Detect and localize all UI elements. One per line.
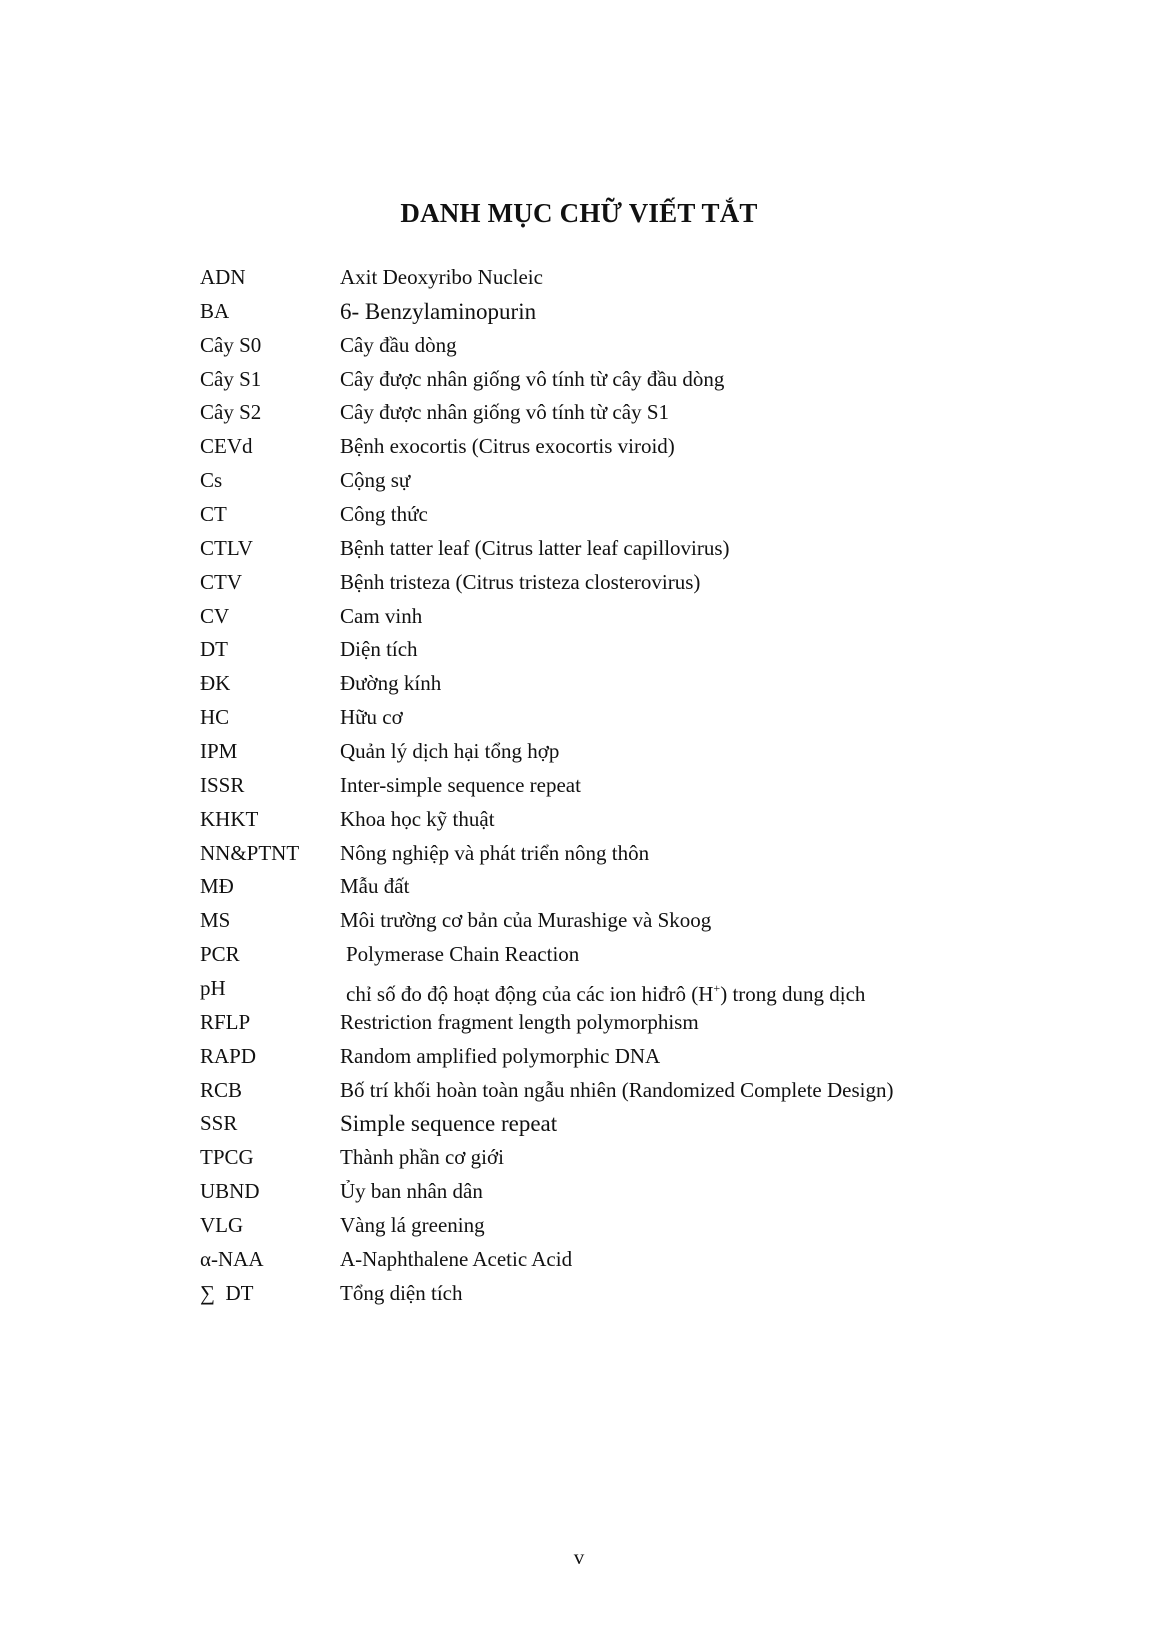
definition: Đường kính: [340, 671, 442, 696]
definition: Môi trường cơ bản của Murashige và Skoog: [340, 908, 712, 933]
definition: Cam vinh: [340, 603, 423, 628]
definition: Diện tích: [340, 637, 418, 662]
list-item: [200, 363, 1000, 397]
abbreviation: Cây S1: [200, 366, 262, 391]
abbreviation: TPCG: [200, 1145, 254, 1170]
abbreviation: Cây S0: [200, 332, 262, 357]
page-title: DANH MỤC CHỮ VIẾT TẮT: [400, 198, 758, 228]
list-item: [200, 1040, 1000, 1074]
list-item: [200, 1243, 1000, 1277]
definition: Bố trí khối hoàn toàn ngẫu nhiên (Randomized Complete Design): [340, 1077, 894, 1102]
abbreviation: KHKT: [200, 806, 259, 831]
list-item: [200, 532, 1000, 566]
list-item: [200, 701, 1000, 735]
abbreviation: pH: [200, 976, 226, 1001]
definition-text: ) trong dung dịch: [720, 982, 866, 1007]
definition: Cây được nhân giống vô tính từ cây đầu dòng: [340, 366, 725, 391]
abbreviation: ∑ DT: [200, 1280, 254, 1305]
definition: Cộng sự: [340, 468, 411, 493]
definition: Inter-simple sequence repeat: [340, 772, 581, 797]
definition: Nông nghiệp và phát triển nông thôn: [340, 840, 650, 865]
definition: Mẫu đất: [340, 874, 410, 899]
definition: Cây được nhân giống vô tính từ cây S1: [340, 400, 669, 425]
list-item: [200, 396, 1000, 430]
definition: Vàng lá greening: [340, 1213, 485, 1238]
page-number: v: [573, 1545, 585, 1569]
list-item: [200, 633, 1000, 667]
definition: Quản lý dịch hại tổng hợp: [340, 739, 560, 764]
list-item: [200, 837, 1000, 871]
abbreviation: NN&PTNT: [200, 840, 300, 865]
list-item: [200, 735, 1000, 769]
abbreviation: PCR: [200, 942, 240, 967]
abbreviation: SSR: [200, 1111, 238, 1136]
list-item: [200, 498, 1000, 532]
abbreviation: CEVd: [200, 434, 253, 459]
list-item: [200, 295, 1000, 329]
definition: Cây đầu dòng: [340, 332, 457, 357]
abbreviation: CV: [200, 603, 230, 628]
list-item: [200, 1006, 1000, 1040]
abbreviation: RFLP: [200, 1009, 251, 1034]
abbreviation: RAPD: [200, 1043, 257, 1068]
definition: Công thức: [340, 502, 428, 527]
list-item: [200, 600, 1000, 634]
list-item: [200, 972, 1000, 1006]
list-item: [200, 1141, 1000, 1175]
list-item: [200, 1074, 1000, 1108]
abbreviation: IPM: [200, 739, 238, 764]
definition: Khoa học kỹ thuật: [340, 806, 495, 831]
definition: Hữu cơ: [340, 705, 403, 730]
abbreviation: RCB: [200, 1077, 243, 1102]
definition: Simple sequence repeat: [340, 1111, 558, 1137]
list-item: [200, 803, 1000, 837]
list-item: [200, 938, 1000, 972]
list-item: [200, 904, 1000, 938]
definition: A-Naphthalene Acetic Acid: [340, 1246, 573, 1271]
definition: Bệnh tatter leaf (Citrus latter leaf capillovirus): [340, 535, 730, 560]
definition: Random amplified polymorphic DNA: [340, 1043, 661, 1068]
abbreviation: UBND: [200, 1179, 260, 1204]
list-item: [200, 329, 1000, 363]
list-item: [200, 1107, 1000, 1141]
definition: Thành phần cơ giới: [340, 1145, 504, 1170]
definition-text: chỉ số đo độ hoạt động của các ion hiđrô (H: [346, 982, 714, 1007]
abbreviation: VLG: [200, 1213, 244, 1238]
list-item: [200, 1175, 1000, 1209]
definition: 6- Benzylaminopurin: [340, 298, 537, 324]
abbreviation-list: [200, 261, 1000, 1311]
definition: Bệnh exocortis (Citrus exocortis viroid): [340, 434, 675, 459]
abbreviation: Cây S2: [200, 400, 262, 425]
abbreviation: HC: [200, 705, 230, 730]
abbreviation: ADN: [200, 265, 246, 289]
definition: Restriction fragment length polymorphism: [340, 1009, 699, 1034]
list-item: [200, 870, 1000, 904]
abbreviation: MS: [200, 908, 231, 933]
abbreviation: MĐ: [200, 874, 234, 899]
list-item: [200, 769, 1000, 803]
abbreviation: ĐK: [200, 671, 231, 696]
definition: Bệnh tristeza (Citrus tristeza closterovirus): [340, 569, 701, 594]
list-item: [200, 1277, 1000, 1311]
abbreviation: CTLV: [200, 535, 253, 560]
abbreviation: CT: [200, 502, 227, 527]
definition: Axit Deoxyribo Nucleic: [340, 265, 543, 289]
list-item: [200, 1209, 1000, 1243]
definition: Tổng diện tích: [340, 1280, 463, 1305]
list-item: [200, 430, 1000, 464]
definition: Polymerase Chain Reaction: [346, 942, 580, 967]
list-item: [200, 261, 1000, 295]
abbreviation: Cs: [200, 468, 223, 493]
definition: Ủy ban nhân dân: [340, 1179, 483, 1204]
abbreviation: α-NAA: [200, 1246, 264, 1271]
list-item: [200, 566, 1000, 600]
abbreviation: BA: [200, 298, 230, 323]
abbreviation: ISSR: [200, 772, 245, 797]
abbreviation: CTV: [200, 569, 242, 594]
list-item: [200, 667, 1000, 701]
superscript-plus: +: [713, 981, 721, 996]
list-item: [200, 464, 1000, 498]
abbreviation: DT: [200, 637, 228, 662]
